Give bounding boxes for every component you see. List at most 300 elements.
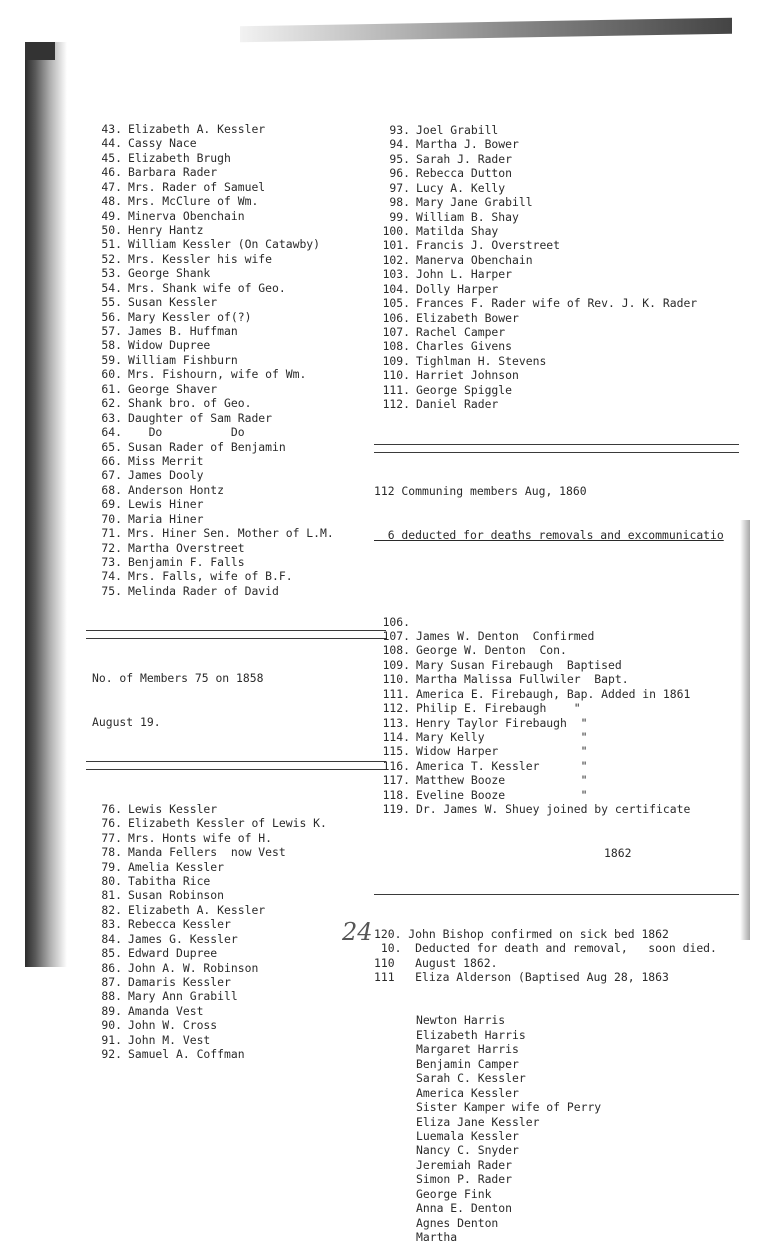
members-note-line2	[86, 715, 386, 729]
item-name: Amanda Vest	[128, 1003, 204, 1018]
list-item	[86, 1004, 386, 1018]
item-name: Daughter of Sam Rader	[128, 410, 273, 425]
item-number: 104.	[382, 281, 410, 296]
item-number: 63.	[101, 410, 122, 425]
item-name: Samuel A. Coffman	[128, 1047, 245, 1062]
list-item	[374, 311, 739, 325]
line-text: Margaret Harris	[416, 1042, 519, 1057]
list-item	[86, 1047, 386, 1061]
list-item	[86, 816, 386, 830]
list-item	[374, 166, 739, 180]
list-item	[374, 368, 739, 382]
item-name: James B. Huffman	[128, 324, 238, 339]
list-item	[374, 267, 739, 281]
list-item	[374, 672, 739, 686]
item-number: 60.	[101, 367, 122, 382]
text-line	[374, 956, 739, 970]
text-line	[374, 970, 739, 984]
item-name: Minerva Obenchain	[128, 208, 245, 223]
item-name: Widow Harper "	[416, 744, 588, 759]
line-text: 111 Eliza Alderson (Baptised Aug 28, 1863	[374, 970, 669, 985]
list-item	[86, 975, 386, 989]
year-note	[374, 846, 739, 860]
list-item	[86, 917, 386, 931]
text-line	[416, 1187, 739, 1201]
item-name: Mary Susan Firebaugh Baptised	[416, 657, 622, 672]
list-item	[86, 454, 386, 468]
text-line	[416, 1028, 739, 1042]
text-line	[416, 1071, 739, 1085]
item-number: 103.	[382, 267, 410, 282]
item-name: Shank bro. of Geo.	[128, 396, 252, 411]
communing-note-line2	[374, 528, 739, 542]
item-name: William Kessler (On Catawby)	[128, 237, 321, 252]
item-name: James W. Denton Confirmed	[416, 628, 595, 643]
list-item	[374, 282, 739, 296]
item-name: Elizabeth A. Kessler	[128, 902, 266, 917]
list-item	[86, 888, 386, 902]
list-item	[86, 584, 386, 598]
list-item	[86, 266, 386, 280]
item-number: 49.	[101, 208, 122, 223]
item-name: Mary Ann Grabill	[128, 989, 238, 1004]
item-name: Matilda Shay	[416, 223, 499, 238]
item-number: 107.	[382, 628, 410, 643]
list-item	[86, 845, 386, 859]
list-item	[374, 802, 739, 816]
item-name: Edward Dupree	[128, 946, 218, 961]
list-item	[86, 194, 386, 208]
list-item	[374, 181, 739, 195]
line-text: Newton Harris	[416, 1013, 506, 1028]
item-name: Henry Hantz	[128, 222, 204, 237]
item-number: 116.	[382, 758, 410, 773]
item-name: Susan Kessler	[128, 295, 218, 310]
item-name: John A. W. Robinson	[128, 960, 259, 975]
item-name: Harriet Johnson	[416, 368, 519, 383]
item-name: George W. Denton Con.	[416, 643, 567, 658]
item-number: 80.	[101, 873, 122, 888]
list-item	[86, 555, 386, 569]
list-item	[374, 744, 739, 758]
list-item	[86, 338, 386, 352]
text-line	[416, 1013, 739, 1027]
list-item	[86, 526, 386, 540]
line-text: Luemala Kessler	[416, 1128, 519, 1143]
list-item	[86, 165, 386, 179]
item-name: Dolly Harper	[416, 281, 499, 296]
page-number: 24	[342, 918, 373, 946]
item-number: 65.	[101, 439, 122, 454]
item-name: Elizabeth Bower	[416, 310, 519, 325]
item-number: 61.	[101, 381, 122, 396]
item-name: Barbara Rader	[128, 165, 218, 180]
line-text: Elizabeth Harris	[416, 1027, 526, 1042]
list-item	[86, 989, 386, 1003]
item-number: 92.	[101, 1047, 122, 1062]
text-line	[416, 1201, 739, 1215]
item-number: 93.	[389, 122, 410, 137]
left-list-b	[86, 802, 386, 1062]
item-number: 70.	[101, 511, 122, 526]
line-text: Sister Kamper wife of Perry	[416, 1100, 602, 1115]
item-name: Joel Grabill	[416, 122, 499, 137]
item-name: Mrs. Honts wife of H.	[128, 830, 273, 845]
item-number: 82.	[101, 902, 122, 917]
list-item	[86, 512, 386, 526]
text-line	[374, 927, 739, 941]
item-name: Mrs. Fishourn, wife of Wm.	[128, 367, 307, 382]
item-name: Tighlman H. Stevens	[416, 353, 547, 368]
list-item	[374, 773, 739, 787]
list-item	[86, 223, 386, 237]
line-text: Nancy C. Snyder	[416, 1143, 519, 1158]
list-item	[86, 440, 386, 454]
item-name: John L. Harper	[416, 267, 513, 282]
list-item	[86, 874, 386, 888]
item-number: 109.	[382, 657, 410, 672]
item-name: Maria Hiner	[128, 511, 204, 526]
right-list-b	[374, 615, 739, 817]
blank-line	[374, 571, 739, 585]
item-number: 78.	[101, 845, 122, 860]
list-item	[374, 224, 739, 238]
list-item	[374, 629, 739, 643]
item-number: 94.	[389, 137, 410, 152]
item-number: 97.	[389, 180, 410, 195]
item-number: 118.	[382, 787, 410, 802]
item-number: 90.	[101, 1018, 122, 1033]
line-text: Martha	[416, 1230, 458, 1244]
item-number: 74.	[101, 569, 122, 584]
scan-shadow-right	[740, 520, 750, 940]
item-name: Susan Robinson	[128, 888, 225, 903]
item-number: 53.	[101, 266, 122, 281]
list-item	[374, 687, 739, 701]
item-name: John W. Cross	[128, 1018, 218, 1033]
item-number: 62.	[101, 396, 122, 411]
item-name: Manda Fellers now Vest	[128, 845, 286, 860]
list-item	[374, 354, 739, 368]
list-item	[374, 759, 739, 773]
list-item	[86, 1033, 386, 1047]
list-item	[86, 468, 386, 482]
list-item	[374, 296, 739, 310]
item-number: 112.	[382, 397, 410, 412]
item-name: Do Do	[128, 425, 245, 440]
item-number: 55.	[101, 295, 122, 310]
note-text: No. of Members 75 on 1858	[92, 671, 264, 686]
item-number: 87.	[101, 975, 122, 989]
item-name: Mrs. Kessler his wife	[128, 251, 273, 266]
single-rule	[374, 894, 739, 895]
item-name: Mrs. Shank wife of Geo.	[128, 280, 286, 295]
right-lines-after	[374, 927, 739, 985]
item-number: 91.	[101, 1032, 122, 1047]
line-text: Agnes Denton	[416, 1215, 499, 1230]
list-item	[374, 397, 739, 411]
list-item	[86, 396, 386, 410]
item-name: Rachel Camper	[416, 325, 506, 340]
item-name: Miss Merrit	[128, 453, 204, 468]
list-item	[374, 788, 739, 802]
text-line	[416, 1129, 739, 1143]
line-text: 10. Deducted for death and removal, soon died.	[374, 941, 717, 956]
list-item	[374, 195, 739, 209]
item-name: George Shank	[128, 266, 211, 281]
scan-shadow-left-cap	[25, 42, 55, 60]
list-item	[374, 210, 739, 224]
item-number: 68.	[101, 482, 122, 497]
note-text: 112 Communing members Aug, 1860	[374, 484, 587, 499]
item-name: William B. Shay	[416, 209, 519, 224]
item-number: 46.	[101, 165, 122, 180]
item-name: Matthew Booze "	[416, 773, 588, 788]
text-line	[416, 1042, 739, 1056]
item-number: 107.	[382, 325, 410, 340]
item-number: 96.	[389, 166, 410, 181]
item-number: 52.	[101, 251, 122, 266]
text-line	[416, 1143, 739, 1157]
item-number: 113.	[382, 715, 410, 730]
list-item	[86, 353, 386, 367]
list-item	[86, 860, 386, 874]
item-name: Anderson Hontz	[128, 482, 225, 497]
members-note-line1	[86, 671, 386, 685]
item-name: Widow Dupree	[128, 338, 211, 353]
line-text: Jeremiah Rader	[416, 1157, 513, 1172]
item-name: Dr. James W. Shuey joined by certificate	[416, 802, 691, 817]
list-item	[86, 961, 386, 975]
item-number: 58.	[101, 338, 122, 353]
item-number: 106.	[382, 614, 410, 629]
list-item	[374, 137, 739, 151]
list-item	[86, 281, 386, 295]
list-item	[374, 716, 739, 730]
item-number: 89.	[101, 1003, 122, 1018]
communing-note-line1	[374, 484, 739, 498]
item-name: Rebecca Kessler	[128, 917, 231, 932]
year-text: 1862	[604, 845, 632, 860]
item-number: 67.	[101, 468, 122, 483]
double-rule	[86, 761, 386, 770]
list-item	[374, 325, 739, 339]
right-list-a	[374, 123, 739, 412]
list-item	[86, 1018, 386, 1032]
item-number: 100.	[382, 223, 410, 238]
list-item	[86, 209, 386, 223]
item-number: 64.	[101, 425, 122, 440]
item-name: Mrs. McClure of Wm.	[128, 194, 259, 209]
item-number: 73.	[101, 555, 122, 570]
list-item	[374, 730, 739, 744]
item-number: 101.	[382, 238, 410, 253]
line-text: Simon P. Rader	[416, 1172, 513, 1187]
item-name: Elizabeth Brugh	[128, 150, 231, 165]
item-name: Benjamin F. Falls	[128, 555, 245, 570]
item-number: 43.	[101, 121, 122, 136]
item-name: Manerva Obenchain	[416, 252, 533, 267]
list-item	[86, 903, 386, 917]
line-text: America Kessler	[416, 1085, 519, 1100]
item-number: 50.	[101, 222, 122, 237]
list-item	[86, 367, 386, 381]
list-item	[86, 932, 386, 946]
list-item	[374, 339, 739, 353]
item-number: 79.	[101, 859, 122, 874]
list-item	[86, 831, 386, 845]
list-item	[86, 497, 386, 511]
item-number: 111.	[382, 686, 410, 701]
item-name: John M. Vest	[128, 1032, 211, 1047]
line-text: George Fink	[416, 1186, 492, 1201]
list-item	[86, 310, 386, 324]
double-rule	[374, 444, 739, 453]
item-number: 75.	[101, 583, 122, 598]
item-number: 109.	[382, 353, 410, 368]
item-number: 108.	[382, 339, 410, 354]
item-name: Daniel Rader	[416, 397, 499, 412]
item-name: Susan Rader of Benjamin	[128, 439, 286, 454]
item-number: 111.	[382, 382, 410, 397]
item-name: Sarah J. Rader	[416, 151, 513, 166]
item-number: 110.	[382, 672, 410, 687]
item-name: America T. Kessler "	[416, 758, 588, 773]
item-number: 102.	[382, 252, 410, 267]
item-number: 77.	[101, 830, 122, 845]
item-name: Eveline Booze "	[416, 787, 588, 802]
item-number: 108.	[382, 643, 410, 658]
line-text: Eliza Jane Kessler	[416, 1114, 540, 1129]
list-item	[86, 237, 386, 251]
item-number: 48.	[101, 194, 122, 209]
item-number: 47.	[101, 179, 122, 194]
list-item	[86, 180, 386, 194]
list-item	[374, 615, 739, 629]
text-line	[416, 1057, 739, 1071]
item-name: Mrs. Rader of Samuel	[128, 179, 266, 194]
item-name: Mary Kessler of(?)	[128, 309, 252, 324]
line-text: 120. John Bishop confirmed on sick bed 1862	[374, 926, 669, 941]
item-number: 86.	[101, 960, 122, 975]
item-number: 59.	[101, 352, 122, 367]
list-item	[86, 324, 386, 338]
item-name: Frances F. Rader wife of Rev. J. K. Rader	[416, 296, 698, 311]
item-number: 81.	[101, 888, 122, 903]
item-name: Philip E. Firebaugh "	[416, 701, 581, 716]
item-name: Tabitha Rice	[128, 873, 211, 888]
text-line	[416, 1172, 739, 1186]
item-name: Francis J. Overstreet	[416, 238, 561, 253]
item-number: 83.	[101, 917, 122, 932]
list-item	[86, 122, 386, 136]
list-item	[374, 383, 739, 397]
item-name: Amelia Kessler	[128, 859, 225, 874]
list-item	[374, 701, 739, 715]
double-rule	[86, 630, 386, 639]
item-number: 88.	[101, 989, 122, 1004]
list-item	[374, 238, 739, 252]
item-number: 95.	[389, 151, 410, 166]
item-number: 99.	[389, 209, 410, 224]
item-name: Martha Overstreet	[128, 540, 245, 555]
list-item	[86, 946, 386, 960]
item-number: 85.	[101, 946, 122, 961]
list-item	[374, 152, 739, 166]
item-number: 84.	[101, 931, 122, 946]
item-name: Elizabeth Kessler of Lewis K.	[128, 816, 327, 831]
item-number: 110.	[382, 368, 410, 383]
item-number: 98.	[389, 195, 410, 210]
note-text: August 19.	[92, 714, 161, 729]
item-name: Mrs. Falls, wife of B.F.	[128, 569, 293, 584]
item-number: 54.	[101, 280, 122, 295]
text-line	[416, 1216, 739, 1230]
line-text: 110 August 1862.	[374, 955, 498, 970]
item-number: 69.	[101, 497, 122, 512]
list-item	[86, 802, 386, 816]
note-text: 6 deducted for deaths removals and excommunicatio	[374, 527, 724, 542]
list-item	[86, 411, 386, 425]
text-line	[416, 1230, 739, 1244]
left-list-a	[86, 122, 386, 598]
item-name: America E. Firebaugh, Bap. Added in 1861	[416, 686, 691, 701]
list-item	[86, 569, 386, 583]
item-name: Charles Givens	[416, 339, 513, 354]
item-number: 57.	[101, 324, 122, 339]
list-item	[86, 136, 386, 150]
item-number: 105.	[382, 296, 410, 311]
list-item	[86, 382, 386, 396]
text-line	[416, 1100, 739, 1114]
item-number: 119.	[382, 802, 410, 817]
item-number: 45.	[101, 150, 122, 165]
item-number: 76.	[101, 816, 122, 831]
list-item	[374, 643, 739, 657]
list-item	[86, 483, 386, 497]
item-number: 106.	[382, 310, 410, 325]
item-name: Cassy Nace	[128, 136, 197, 151]
item-name: Henry Taylor Firebaugh "	[416, 715, 588, 730]
list-item	[86, 295, 386, 309]
item-name: Lewis Kessler	[128, 801, 218, 816]
item-number: 117.	[382, 773, 410, 788]
scan-shadow-top	[240, 18, 732, 43]
item-name: Mrs. Hiner Sen. Mother of L.M.	[128, 526, 334, 541]
item-number: 71.	[101, 526, 122, 541]
item-name: James G. Kessler	[128, 931, 238, 946]
right-names-after	[374, 1013, 739, 1244]
text-line	[374, 941, 739, 955]
item-name: James Dooly	[128, 468, 204, 483]
right-column	[374, 94, 739, 1259]
item-name: Martha J. Bower	[416, 137, 519, 152]
item-name: George Spiggle	[416, 382, 513, 397]
line-text: Sarah C. Kessler	[416, 1071, 526, 1086]
item-name: Mary Kelly "	[416, 730, 588, 744]
list-item	[86, 151, 386, 165]
list-item	[86, 425, 386, 439]
list-item	[374, 123, 739, 137]
item-name: Lucy A. Kelly	[416, 180, 506, 195]
item-name: Elizabeth A. Kessler	[128, 121, 266, 136]
scan-shadow-left	[25, 42, 67, 967]
list-item	[374, 658, 739, 672]
item-name: Martha Malissa Fullwiler Bapt.	[416, 672, 629, 687]
line-text: Anna E. Denton	[416, 1201, 513, 1216]
item-number: 56.	[101, 309, 122, 324]
item-name: Damaris Kessler	[128, 975, 231, 989]
